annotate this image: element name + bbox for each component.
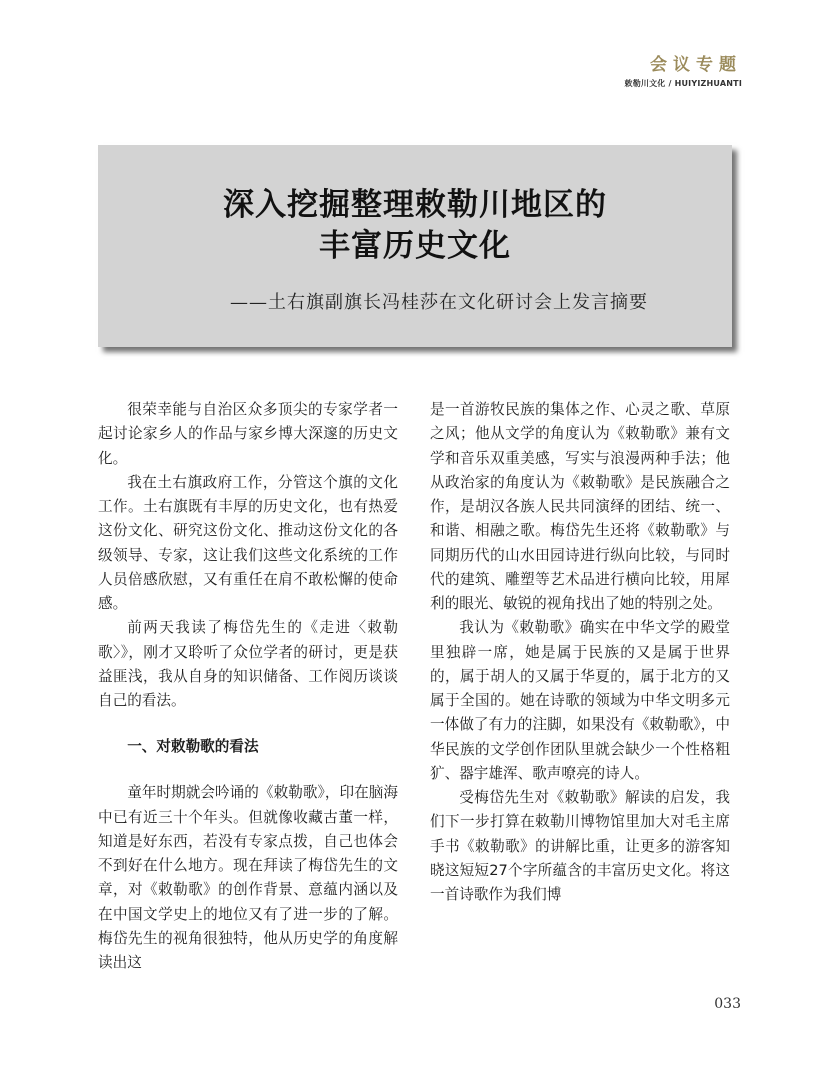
paragraph: 我在土右旗政府工作，分管这个旗的文化工作。土右旗既有丰厚的历史文化，也有热爱这份文化、研究这份文化、推动这份文化的各级领导、专家，这让我们这些文化系统的工作人员倍感欣慰，又有重任在肩不敢松懈的使命感。	[98, 473, 398, 612]
paragraph: 前两天我读了梅岱先生的《走进〈敕勒歌〉》，刚才又聆听了众位学者的研讨，更是获益匪浅，我从自身的知识储备、工作阅历谈谈自己的看法。	[98, 619, 398, 709]
paragraph: 受梅岱先生对《敕勒歌》解读的启发，我们下一步打算在敕勒川博物馆里加大对毛主席手书《敕勒歌》的讲解比重，让更多的游客知晓这短短27个字所蕴含的丰富历史文化。将这一首诗歌作为我们博	[430, 789, 730, 903]
page-number: 033	[714, 996, 741, 1012]
paragraph: 我认为《敕勒歌》确实在中华文学的殿堂里独辟一席，她是属于民族的又是属于世界的，属于胡人的又属于华夏的，属于北方的又属于全国的。她在诗歌的领域为中华文明多元一体做了有力的注脚，如果没有《敕勒歌》，中华民族的文学创作团队里就会缺少一个性格粗犷、器宇雄浑、歌声嘹亮的诗人。	[430, 619, 730, 782]
article-subtitle: ——土右旗副旗长冯桂莎在文化研讨会上发言摘要	[230, 292, 648, 313]
article-title	[98, 185, 732, 267]
paragraph: 很荣幸能与自治区众多顶尖的专家学者一起讨论家乡人的作品与家乡博大深邃的历史文化。	[98, 401, 398, 467]
section-subtitle: 敕勒川文化 / HUIYIZHUANTI	[624, 79, 742, 88]
paragraph-continued: 是一首游牧民族的集体之作、心灵之歌、草原之风；他从文学的角度认为《敕勒歌》兼有文学和音乐双重美感，写实与浪漫两种手法；他从政治家的角度认为《敕勒歌》是民族融合之作，是胡汉各族人民共同演绎的团结、统一、和谐、相融之歌。梅岱先生还将《敕勒歌》与同期历代的山水田园诗进行纵向比较，与同时代的建筑、雕塑等艺术品进行横向比较，用犀利的眼光、敏锐的视角找出了她的特别之处。	[430, 401, 730, 612]
section-heading: 一、对敕勒歌的看法	[127, 738, 259, 756]
paragraph: 童年时期就会吟诵的《敕勒歌》，印在脑海中已有近三十个年头。但就像收藏古董一样，知道是好东西，若没有专家点拨，自己也体会不到好在什么地方。现在拜读了梅岱先生的文章，对《敕勒歌》的创作背景、意蕴内涵以及在中国文学史上的地位又有了进一步的了解。梅岱先生的视角很独特，他从历史学的角度解读出这	[98, 784, 398, 971]
right-column	[430, 398, 730, 907]
article-title-line-1: 深入挖掘整理敕勒川地区的	[223, 187, 607, 223]
section-title: 会议专题	[650, 55, 742, 75]
section-header	[625, 50, 743, 89]
left-column	[98, 398, 398, 975]
article-title-box	[98, 145, 732, 347]
article-title-line-2: 丰富历史文化	[319, 228, 511, 264]
